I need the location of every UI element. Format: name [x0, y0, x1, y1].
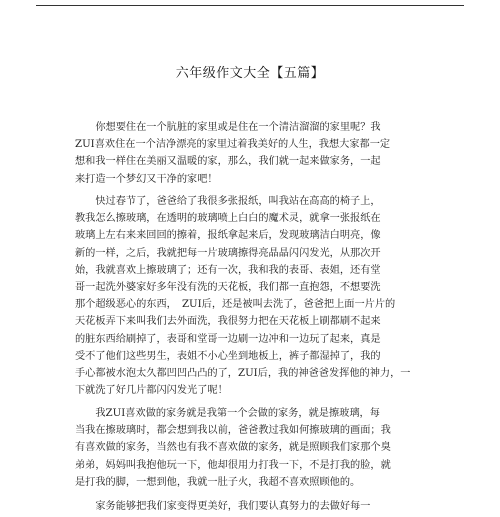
- text-line: 快过春节了，爸爸给了我很多张报纸，叫我站在高高的椅子上，: [75, 196, 381, 207]
- paragraph-1: [75, 119, 435, 188]
- text-line: 我ZUI喜欢做的家务就是我第一个会做的家务，就是擦玻璃，每: [75, 408, 380, 419]
- text-line: 始，我就喜欢上擦玻璃了；还有一次，我和我的表哥、表姐，还有堂: [75, 264, 381, 276]
- text-line: 家务能够把我们家变得更美好，我们要认真努力的去做好每一: [75, 501, 371, 512]
- text-line: 那个超级恶心的东西， ZUI后，还是被叫去洗了，爸爸把上面一片片的: [75, 299, 396, 311]
- paragraph-4: [75, 498, 435, 515]
- text-line: 新的一样，之后，我就把每一片玻璃擦得亮晶晶闪闪发光，从那次开: [75, 247, 381, 259]
- paragraph-3: [75, 405, 435, 491]
- text-line: 你想要住在一个肮脏的家里或是住在一个清洁溜溜的家里呢？我: [75, 122, 381, 133]
- text-line: 当我在擦玻璃时，都会想到我以前，爸爸教过我如何擦玻璃的画面；我: [75, 425, 391, 437]
- text-line: 想和我一样住在美丽又温暖的家，那么，我们就一起来做家务，一起: [75, 156, 381, 168]
- text-line: 的脏东西给刷掉了，表哥和堂哥一边刷一边冲和一边玩了起来，真是: [75, 333, 381, 345]
- text-line: 弟弟，妈妈叫我抱他玩一下，他却很用力打我一下，不是打我的脸，就: [75, 459, 391, 471]
- text-line: 来打造一个梦幻又干净的家吧！: [75, 173, 218, 185]
- text-line: 下就洗了好几片都闪闪发光了呢！: [75, 385, 228, 397]
- text-line: 天花板弄下来叫我们去外面洗，我很努力把在天花板上刷都刷不起来: [75, 316, 381, 328]
- text-line: 有喜欢做的家务，当然也有我不喜欢做的家务，就是照顾我们家那个臭: [75, 442, 391, 454]
- text-line: 是打我的脚，一想到他，我就一肚子火，我超不喜欢照顾他的。: [75, 476, 361, 488]
- document-title: 六年级作文大全【五篇】: [175, 66, 325, 81]
- text-line: 教我怎么擦玻璃，在透明的玻璃喷上白白的魔术灵，就拿一张报纸在: [75, 213, 381, 225]
- header-rule: [36, 5, 464, 6]
- paragraph-2: [75, 193, 435, 399]
- text-line: 手心都被水泡太久都凹凹凸凸的了，ZUI后，我的神爸爸发挥他的神力，一: [75, 367, 411, 379]
- text-line: ZUI喜欢住在一个洁净漂亮的家里过着我美好的人生，我想大家都一定: [75, 139, 391, 151]
- text-line: 哥一起洗外婆家好多年没有洗的天花板，我们都一直抱怨，不想要洗: [75, 281, 381, 293]
- text-line: 玻璃上左右来来回回的擦着，报纸拿起来后，发现玻璃洁白明亮，像: [75, 230, 381, 242]
- text-line: 受不了他们这些男生，表姐不小心坐到地板上，裤子都湿掉了，我的: [75, 350, 381, 362]
